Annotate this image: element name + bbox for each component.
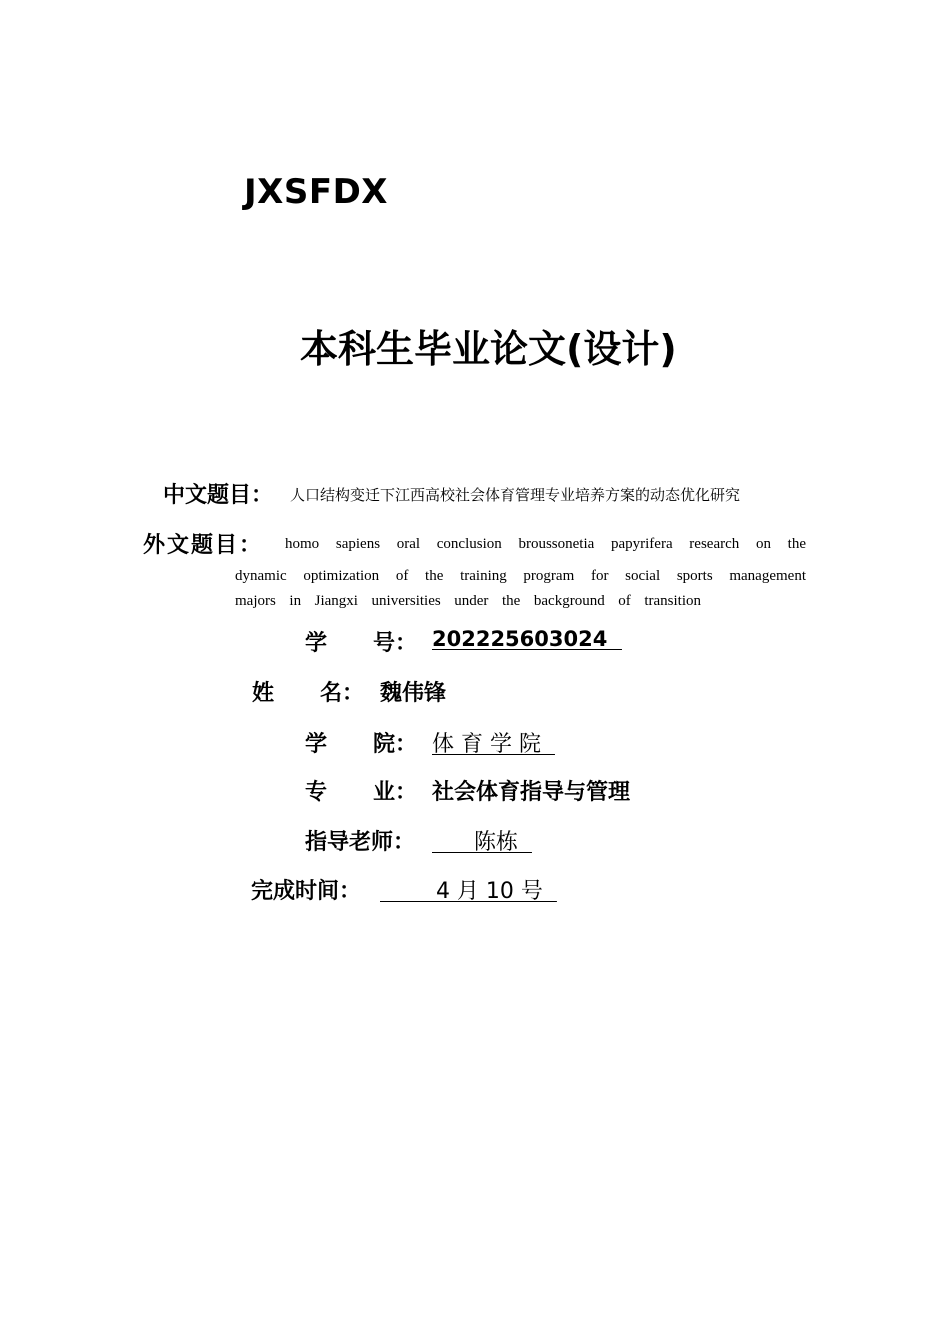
completion-date-value: 4 月 10 号 [380,879,557,904]
major-label: 专 业： [305,780,417,805]
foreign-title-line: majors in Jiangxi universities under the background of transition [235,593,701,609]
college-label: 学 院： [305,732,417,757]
name-label: 姓 名： [252,681,364,706]
name-value: 魏伟锋 [380,681,447,706]
student-id-label: 学 号： [305,631,417,656]
student-id-value: 202225603024 [432,627,622,651]
foreign-title-label: 外文题目： [143,533,264,558]
foreign-title-line: dynamic optimization of the training program for social sports management [235,568,806,584]
completion-date-label: 完成时间： [251,879,362,904]
advisor-label: 指导老师： [305,830,416,855]
advisor-value: 陈栋 [432,830,532,855]
major-value: 社会体育指导与管理 [432,780,631,805]
university-code: JXSFDX [244,172,389,212]
document-title: 本科生毕业论文(设计) [300,327,677,371]
college-value: 体 育 学 院 [432,732,555,757]
chinese-title-label: 中文题目： [163,483,274,508]
chinese-title-value: 人口结构变迁下江西高校社会体育管理专业培养方案的动态优化研究 [290,488,741,504]
foreign-title-line: homo sapiens oral conclusion broussonetia papyrifera research on the [285,536,806,552]
